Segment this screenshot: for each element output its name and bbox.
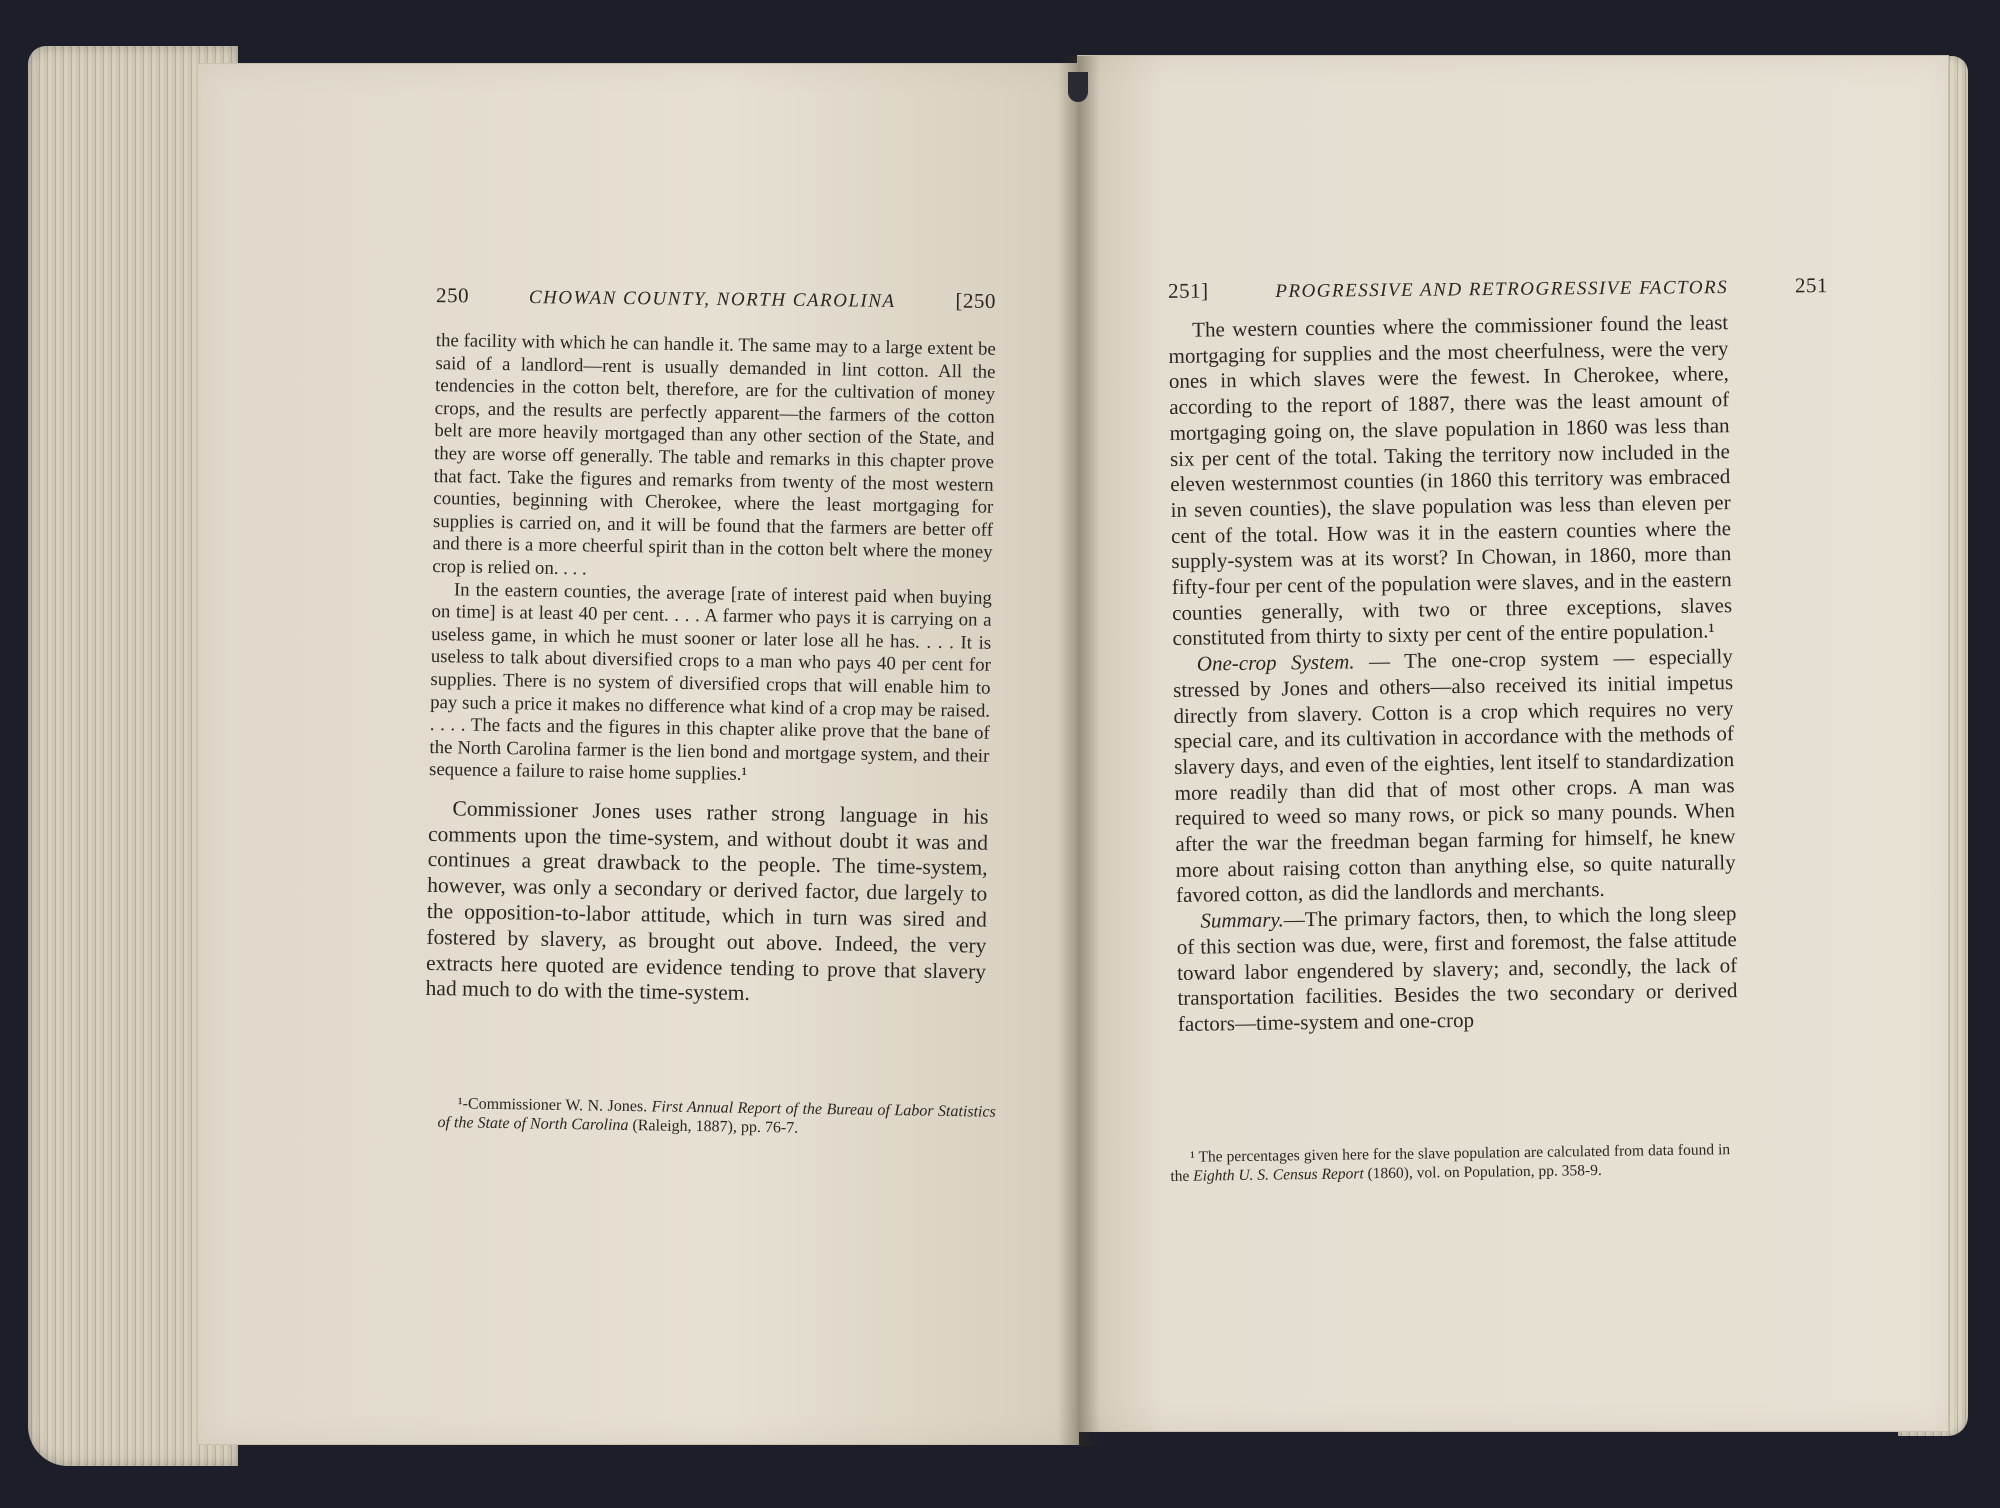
body-paragraph: Commissioner Jones uses rather strong language in his comments upon the time-system, and without doubt it was and continues a great drawback to the people. The time-system, however, was only a secondary or derived factor, due largely to the opposition-to-labor attitude, which in turn was sired and fostered by slavery, as brought out above. Indeed, the very extracts here quoted are evidence tending to prove that slavery had much to do with the time-system.	[425, 796, 989, 1006]
paragraph-text: — The one-crop system — especially stressed by Jones and others—also received its initial impetus directly from slavery. Cotton is a crop which requires no very special care, and its cultivation in accordance with the methods of slavery days, and even of the eighties, lent itself to standardization more readily than did that of most other crops. A man was required to weed so many rows, or pick so many pounds. When after the war the freedman began farming for himself, he knew more about raising cotton than anything else, so quite naturally favored cotton, as did the landlords and merchants.	[1173, 644, 1736, 908]
footnote-tail: (Raleigh, 1887), pp. 76-7.	[628, 1116, 799, 1137]
body-paragraph: The western counties where the commissioner found the least mortgaging for supplies and the most cheerfulness, were the very ones in which slaves were the fewest. In Cherokee, where, according to the report of 1887, there was the least amount of mortgaging going on, the slave population in 1860 was less than six per cent of the total. Taking the territory now included in the eleven westernmost counties (in 1860 this territory was embraced in seven counties), the slave population was less than eleven per cent of the total. How was it in the eastern counties where the supply-system was at its worst? In Chowan, in 1860, more than fifty-four per cent of the population were slaves, and in the eastern counties generally, with two or three exceptions, slaves constituted from thirty to sixty per cent of the entire population.¹	[1168, 310, 1733, 651]
footnote-lead: ¹ The percentages given here for the slave population are calculated from data found in the	[1170, 1141, 1731, 1185]
section-heading: One-crop System.	[1196, 649, 1355, 676]
paragraph-text: —The primary factors, then, to which the long sleep of this section was due, were, first and foremost, the false attitude toward labor engendered by slavery; and, secondly, the lack of transportation facilities. Besides the two secondary or derived factors—time-system and one-crop	[1176, 901, 1738, 1036]
left-page-text	[425, 330, 995, 1011]
footnote-tail: (1860), vol. on Population, pp. 358-9.	[1363, 1161, 1602, 1183]
right-running-title: PROGRESSIVE AND RETROGRESSIVE FACTORS	[1275, 276, 1729, 302]
footnote-lead: ¹-Commissioner W. N. Jones.	[457, 1095, 652, 1116]
open-book	[28, 36, 1968, 1476]
right-bracket-number: 251]	[1167, 278, 1209, 303]
body-paragraph	[1173, 644, 1737, 909]
right-page	[1078, 56, 1948, 1431]
section-heading: Summary.	[1200, 907, 1285, 933]
left-running-head	[436, 283, 996, 314]
left-bracket-number: [250	[955, 288, 997, 313]
spine-notch	[1068, 72, 1088, 102]
body-paragraph	[1176, 901, 1738, 1037]
left-page	[198, 64, 1078, 1444]
quote-paragraph: In the eastern counties, the average [rate of interest paid when buying on time] is at least 40 per cent. . . . A farmer who pays it is carrying on a useless game, in which he must sooner or later lose all he has. . . . It is useless to talk about diversified crops to a man who pays 40 per cent for supplies. There is no system of diversified crops that will enable him to pay such a price it makes no difference what kind of a crop may be raised. . . . . The facts and the figures in this chapter alike prove that the bane of the North Carolina farmer is the lien bond and mortgage system, and their sequence a failure to raise home supplies.¹	[428, 578, 993, 786]
book-gutter	[1058, 56, 1100, 1446]
right-page-text	[1168, 310, 1738, 1037]
footnote-title: Eighth U. S. Census Report	[1193, 1165, 1364, 1185]
block-quote	[429, 330, 996, 791]
quote-paragraph: the facility with which he can handle it. The same may to a large extent be said of a landlord—rent is usually demanded in lint cotton. All the tendencies in the cotton belt, therefore, are for the cultivation of money crops, and the results are perfectly apparent—the farmers of the cotton belt are more heavily mortgaged than any other section of the State, and they are worse off generally. The table and remarks in this chapter prove that fact. Take the figures and remarks from twenty of the most western counties, beginning with Cherokee, where the least mortgaging for supplies is carried on, and it will be found that the farmers are better off and there is a more cheerful spirit than in the cotton belt where the money crop is relied on. . . .	[432, 330, 996, 580]
right-footnote	[1170, 1140, 1730, 1186]
left-footnote	[437, 1094, 996, 1141]
left-page-number: 250	[435, 283, 470, 308]
left-running-title: CHOWAN COUNTY, NORTH CAROLINA	[528, 287, 896, 312]
footnote-title: First Annual Report of the Bureau of Labor Statistics of the State of North Carolina	[437, 1098, 996, 1134]
right-running-head	[1168, 273, 1828, 304]
right-page-number: 251	[1794, 273, 1829, 298]
